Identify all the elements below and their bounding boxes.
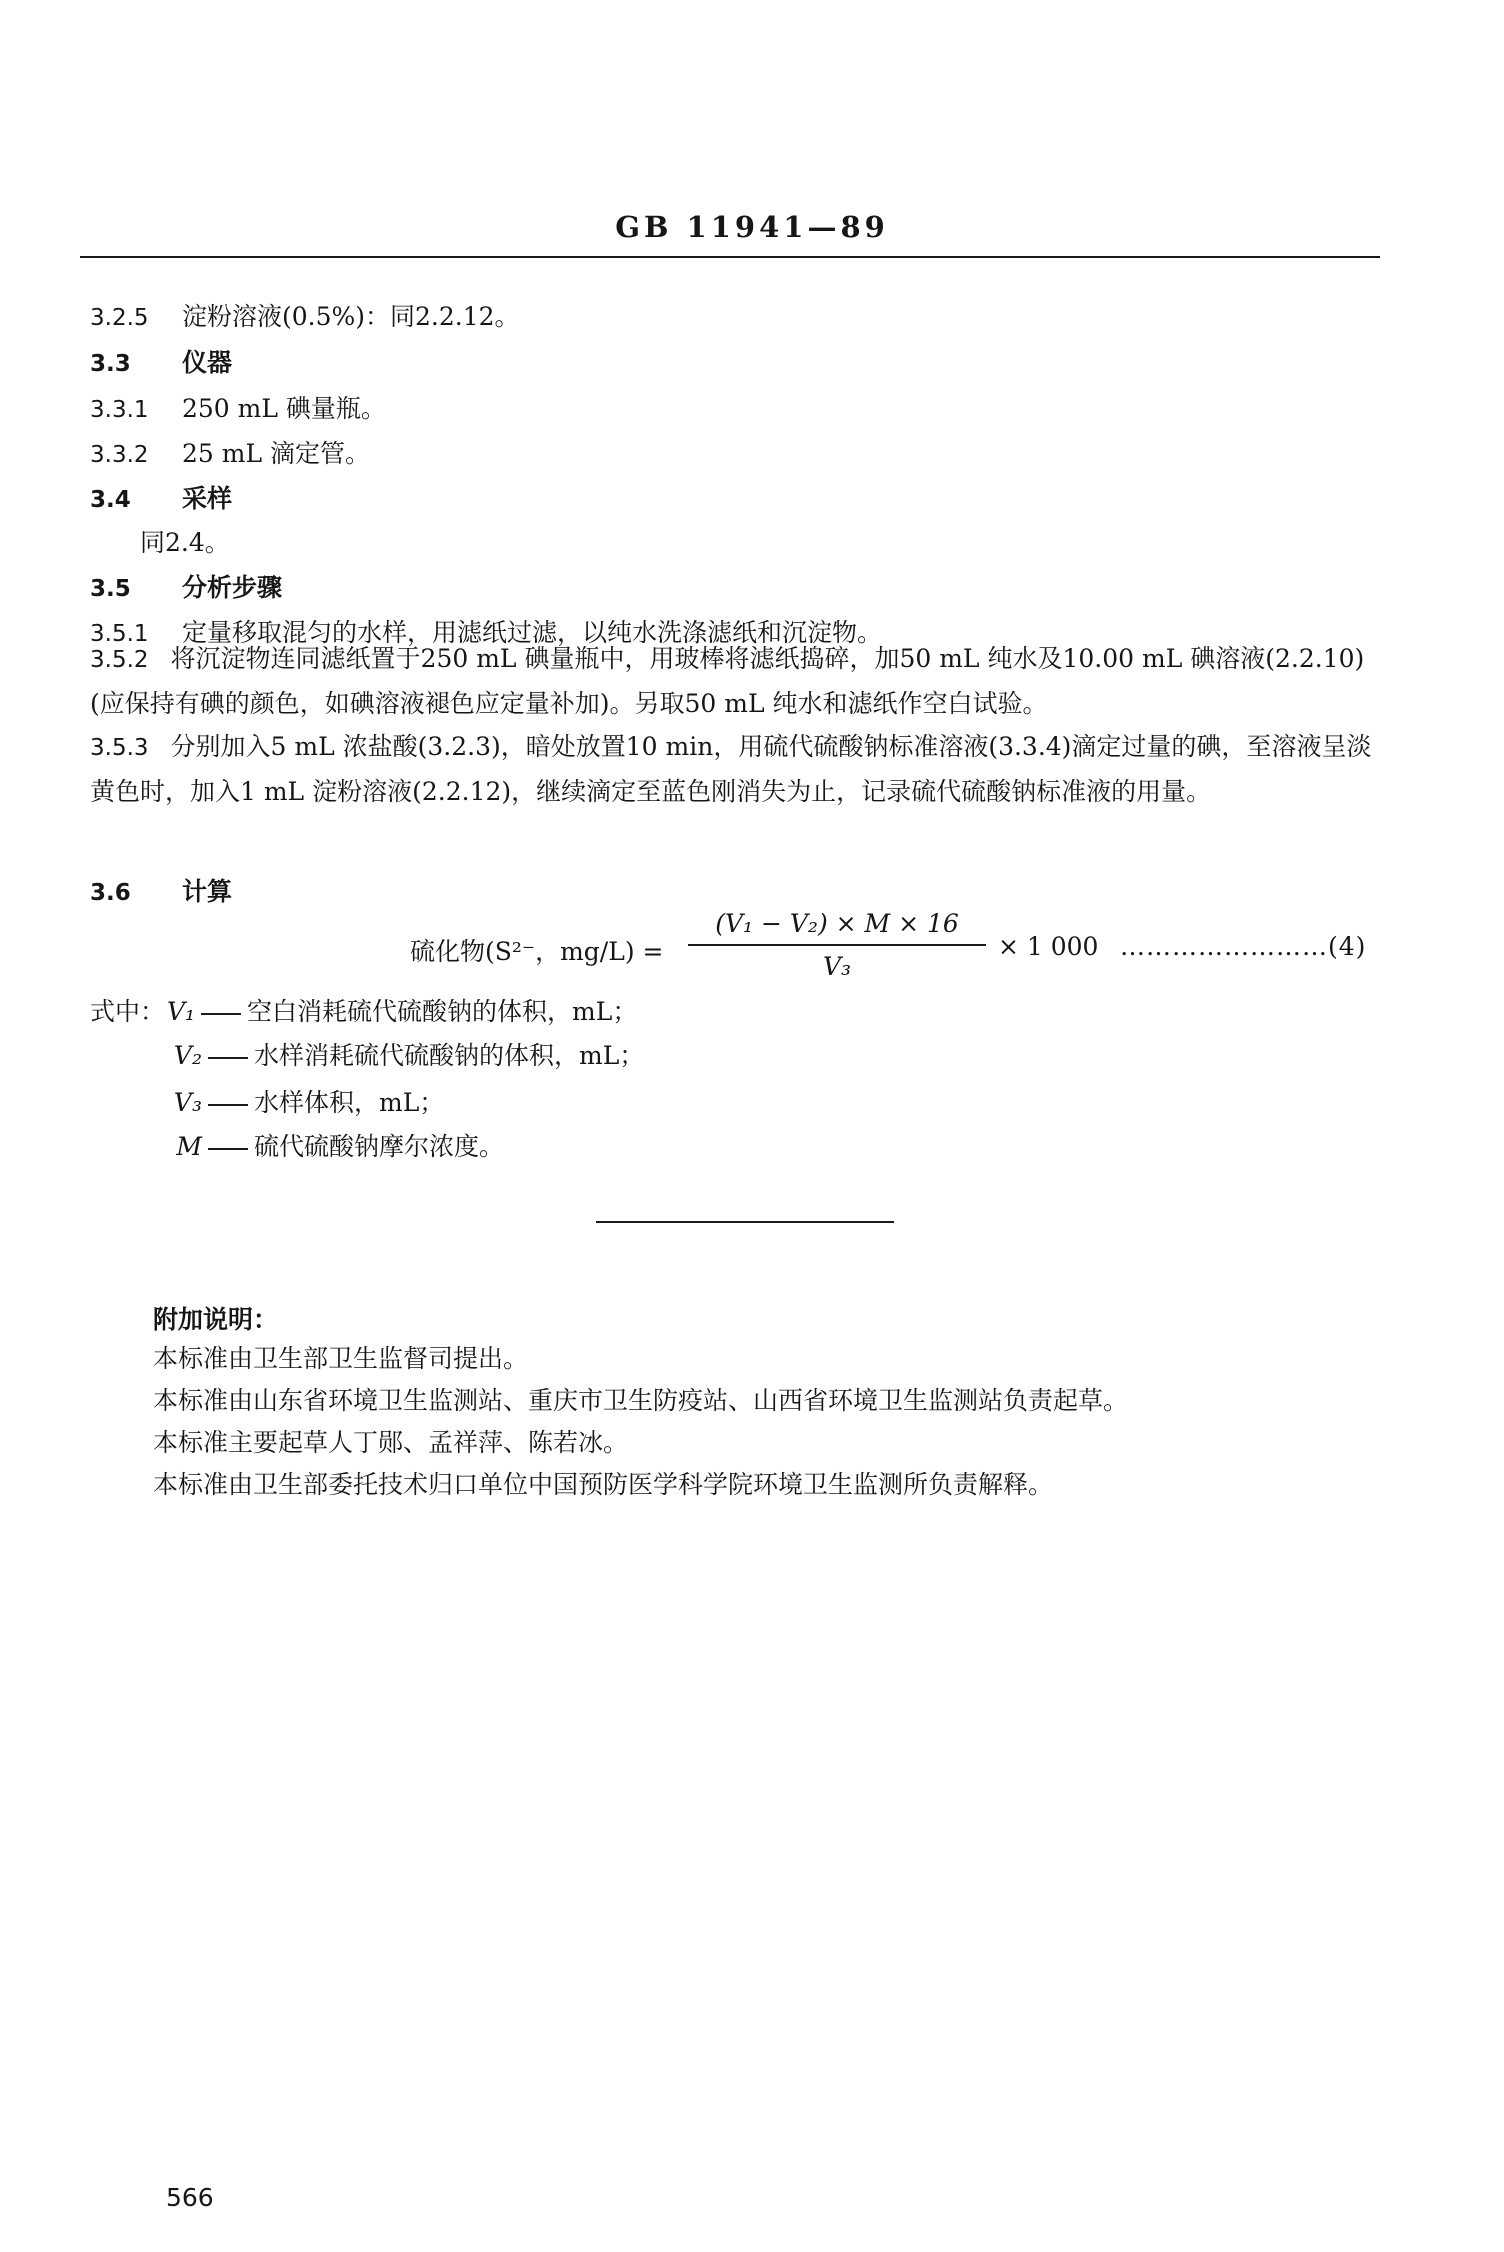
section-title: 采样 <box>182 484 233 513</box>
variable-description: 硫代硫酸钠摩尔浓度。 <box>254 1132 505 1161</box>
section-3-3-heading <box>90 346 232 381</box>
variable-symbol: V₁ <box>166 997 196 1026</box>
section-end-rule <box>596 1221 894 1223</box>
variable-row <box>172 1039 644 1073</box>
section-number: 3.6 <box>90 880 131 906</box>
clause-text: 淀粉溶液(0.5%)：同2.2.12。 <box>182 302 520 331</box>
clause-number: 3.2.5 <box>90 305 149 331</box>
formula-denominator: V₃ <box>822 952 852 981</box>
equation-number: ……………………(4) <box>1120 932 1367 961</box>
clause-3-5-2 <box>90 637 1390 725</box>
note-line: 本标准由卫生部委托技术归口单位中国预防医学科学院环境卫生监测所负责解释。 <box>153 1470 1054 1499</box>
clause-text: 将沉淀物连同滤纸置于250 mL 碘量瓶中，用玻棒将滤纸捣碎，加50 mL 纯水及10.00 mL 碘溶液(2.2.10)(应保持有碘的颜色，如碘溶液褪色应定量补加)。另取50 mL 纯水和滤纸作空白试验。 <box>90 644 1365 718</box>
variable-description: 水样体积，mL； <box>254 1088 445 1117</box>
formula-multiplier: × 1 000 <box>998 932 1099 961</box>
section-title: 仪器 <box>182 348 233 377</box>
variables-intro: 式中： <box>90 997 166 1026</box>
variable-row <box>172 1130 504 1164</box>
variable-symbol: M <box>176 1132 202 1161</box>
clause-3-3-1 <box>90 392 386 427</box>
clause-text: 定量移取混匀的水样，用滤纸过滤，以纯水洗涤滤纸和沉淀物。 <box>182 618 883 647</box>
variable-symbol: V₃ <box>173 1088 202 1117</box>
note-line: 本标准由山东省环境卫生监测站、重庆市卫生防疫站、山西省环境卫生监测站负责起草。 <box>153 1386 1129 1415</box>
formula-lhs: 硫化物(S²⁻，mg/L) = <box>410 937 664 966</box>
clause-number: 3.5.1 <box>90 621 149 647</box>
em-dash <box>208 1148 248 1150</box>
section-3-4-heading <box>90 482 232 517</box>
clause-text: 25 mL 滴定管。 <box>182 439 371 468</box>
clause-text: 分别加入5 mL 浓盐酸(3.2.3)，暗处放置10 min，用硫代硫酸钠标准溶液(3.3.4)滴定过量的碘，至溶液呈淡黄色时，加入1 mL 淀粉溶液(2.2.12)，继续滴定至蓝色刚消失为止，记录硫代硫酸钠标准液的用量。 <box>90 732 1372 806</box>
section-3-6-heading <box>90 875 232 910</box>
section-title: 计算 <box>182 877 233 906</box>
variable-symbol: V₂ <box>173 1041 202 1070</box>
clause-number: 3.3.2 <box>90 442 149 468</box>
clause-text: 250 mL 碘量瓶。 <box>182 394 386 423</box>
section-number: 3.3 <box>90 351 131 377</box>
fraction-bar <box>688 944 986 946</box>
clause-3-2-5 <box>90 300 520 335</box>
em-dash <box>208 1104 248 1106</box>
note-line: 本标准由卫生部卫生监督司提出。 <box>153 1344 529 1373</box>
note-line: 本标准主要起草人丁郧、孟祥萍、陈若冰。 <box>153 1428 629 1457</box>
em-dash <box>208 1057 248 1059</box>
clause-3-3-2 <box>90 437 370 472</box>
section-3-4-body: 同2.4。 <box>140 528 230 557</box>
section-3-5-heading <box>90 571 282 606</box>
standard-number-header: GB 11941—89 <box>615 210 889 244</box>
section-number: 3.5 <box>90 576 131 602</box>
formula-fraction <box>688 906 986 984</box>
variable-description: 空白消耗硫代硫酸钠的体积，mL； <box>247 997 638 1026</box>
em-dash <box>201 1013 241 1015</box>
section-title: 分析步骤 <box>182 573 283 602</box>
clause-number: 3.5.2 <box>90 647 149 673</box>
formula-numerator: (V₁ − V₂) × M × 16 <box>715 909 959 938</box>
variable-row <box>90 995 637 1029</box>
page-number: 566 <box>166 2183 214 2212</box>
variable-description: 水样消耗硫代硫酸钠的体积，mL； <box>254 1041 645 1070</box>
clause-number: 3.3.1 <box>90 397 149 423</box>
clause-3-5-3 <box>90 725 1390 813</box>
header-rule <box>80 256 1380 258</box>
additional-notes-title: 附加说明： <box>153 1305 279 1334</box>
variable-row <box>172 1086 444 1120</box>
clause-number: 3.5.3 <box>90 735 149 761</box>
section-number: 3.4 <box>90 487 131 513</box>
